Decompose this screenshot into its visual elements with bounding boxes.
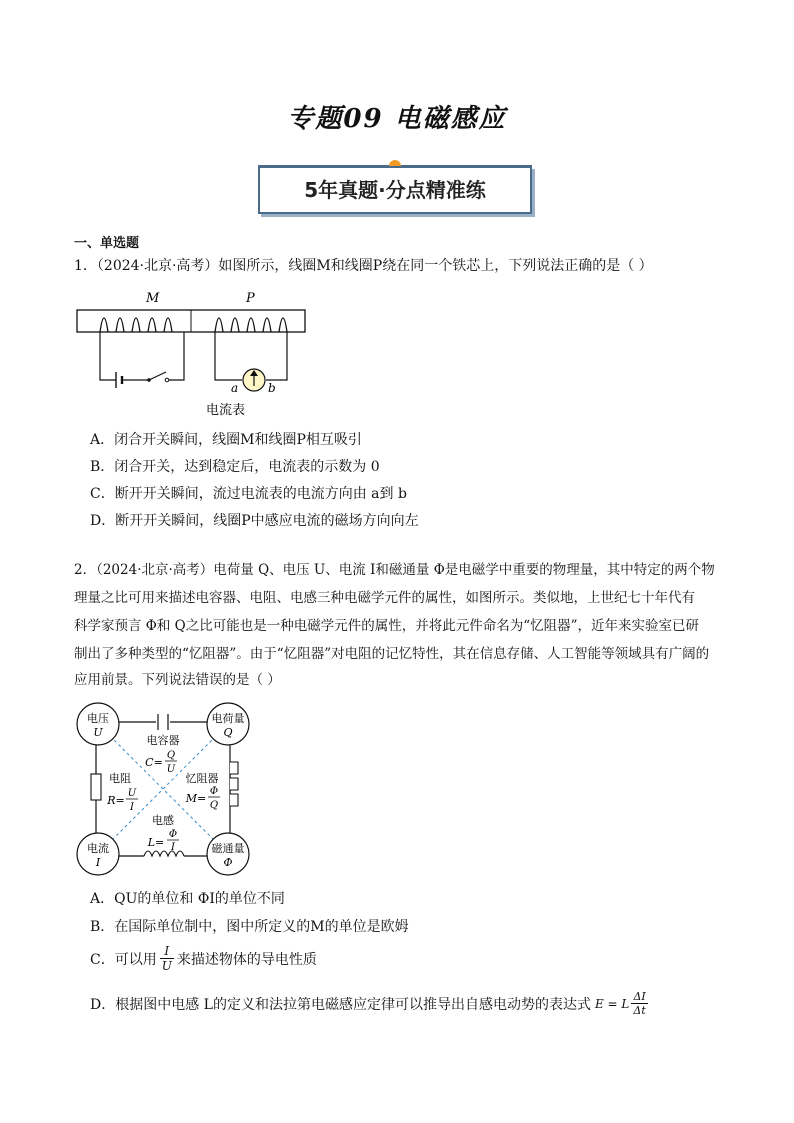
node-voltage-name: 电压 <box>87 712 109 725</box>
q2-option-d-lhs: E = L <box>594 996 630 1011</box>
q2-option-c-fraction <box>160 944 174 973</box>
node-current-name: 电流 <box>87 842 109 855</box>
q2-option-c-den: U <box>161 959 172 973</box>
resistor-name: 电阻 <box>109 772 131 785</box>
memristor-symbol <box>230 762 238 806</box>
ammeter-caption: 电流表 <box>206 403 246 418</box>
node-voltage-symbol: U <box>93 726 103 739</box>
q2-stem-line-3: 科学家预言 Φ和 Q之比可能也是一种电磁学元件的属性，并将此元件命名为“忆阻器”，近年来实验室已研 <box>74 618 700 634</box>
switch-contact <box>165 378 169 382</box>
memristor-num: Φ <box>209 786 219 797</box>
q2-option-d-num: ΔI <box>633 990 646 1003</box>
inductor-lhs: L= <box>147 836 165 849</box>
question-1-stem: 1．（2024·北京·高考）如图所示，线圈M和线圈P绕在同一个铁芯上，下列说法正确的是（ ） <box>74 258 653 274</box>
coil-m <box>100 318 172 332</box>
q2-option-d-prefix: D．根据图中电感 L的定义和法拉第电磁感应定律可以推导出自感电动势的表达式 <box>90 996 591 1013</box>
label-p: P <box>246 291 255 306</box>
memristor-den: Q <box>209 800 219 811</box>
banner-box <box>258 166 532 214</box>
node-current-symbol: I <box>95 856 101 869</box>
q2-stem-line-5: 应用前景。下列说法错误的是（ ） <box>74 672 281 688</box>
label-a: a <box>231 381 239 395</box>
q1-option-b[interactable]: B．闭合开关，达到稳定后，电流表的示数为 0 <box>90 459 380 475</box>
inductor-name: 电感 <box>152 814 174 827</box>
node-charge-symbol: Q <box>223 726 233 739</box>
section-heading: 一、单选题 <box>74 236 140 251</box>
label-m: M <box>146 291 160 306</box>
q2-option-d-den: Δt <box>633 1004 646 1017</box>
banner-text: 5年真题·分点精准练 <box>304 178 486 202</box>
node-flux-name: 磁通量 <box>211 842 245 855</box>
q2-option-d[interactable] <box>90 990 648 1017</box>
q2-option-d-fraction <box>631 990 647 1017</box>
inductor-num: Φ <box>168 829 178 840</box>
section-banner <box>258 160 532 216</box>
node-flux-symbol: Φ <box>223 856 233 869</box>
capacitor-lhs: C= <box>145 756 163 769</box>
resistor-num: U <box>127 788 137 799</box>
q2-option-a[interactable]: A．QU的单位和 ΦI的单位不同 <box>90 891 285 907</box>
inductor-den: I <box>171 842 175 853</box>
coil-p <box>215 318 287 332</box>
q1-option-a[interactable]: A．闭合开关瞬间，线圈M和线圈P相互吸引 <box>90 432 362 448</box>
wire-p-right <box>266 332 287 380</box>
resistor-symbol <box>91 774 101 800</box>
q2-option-c[interactable] <box>90 944 317 973</box>
q2-stem-line-4: 制出了多种类型的“忆阻器”。由于“忆阻器”对电阻的记忆特性，其在信息存储、人工智能等领域具有广阔的 <box>74 646 710 662</box>
question-2-figure <box>74 700 254 880</box>
page-title: 专题09 电磁感应 <box>287 104 507 134</box>
capacitor-num: Q <box>166 750 176 761</box>
resistor-lhs: R= <box>107 794 125 807</box>
resistor-den: I <box>130 802 134 813</box>
q2-option-c-suffix: 来描述物体的导电性质 <box>176 951 317 968</box>
memristor-name: 忆阻器 <box>185 772 219 785</box>
wire-p-left <box>215 332 242 380</box>
q1-option-d[interactable]: D．断开开关瞬间，线圈P中感应电流的磁场方向向左 <box>90 513 419 529</box>
wire-m-right <box>169 332 184 380</box>
inductor-symbol <box>144 850 184 858</box>
q1-option-c[interactable]: C．断开开关瞬间，流过电流表的电流方向由 a到 b <box>90 486 407 502</box>
node-charge-name: 电荷量 <box>211 712 245 725</box>
q2-stem-line-2: 理量之比可用来描述电容器、电阻、电感三种电磁学元件的属性，如图所示。类似地，上世纪七十年代有 <box>74 590 695 606</box>
switch-blade <box>149 372 166 380</box>
q2-stem-line-1: 2．（2024·北京·高考）电荷量 Q、电压 U、电流 I和磁通量 Φ是电磁学中重要的物理量，其中特定的两个物 <box>74 562 715 578</box>
memristor-lhs: M= <box>185 792 207 805</box>
label-b: b <box>268 381 276 395</box>
capacitor-name: 电容器 <box>146 734 180 747</box>
wire-m-left <box>100 332 116 380</box>
question-1-figure <box>74 290 314 420</box>
q2-option-c-num: I <box>164 944 170 958</box>
q2-option-c-prefix: C．可以用 <box>90 951 157 968</box>
q2-option-b[interactable]: B．在国际单位制中，图中所定义的M的单位是欧姆 <box>90 919 409 935</box>
capacitor-den: U <box>166 764 176 775</box>
